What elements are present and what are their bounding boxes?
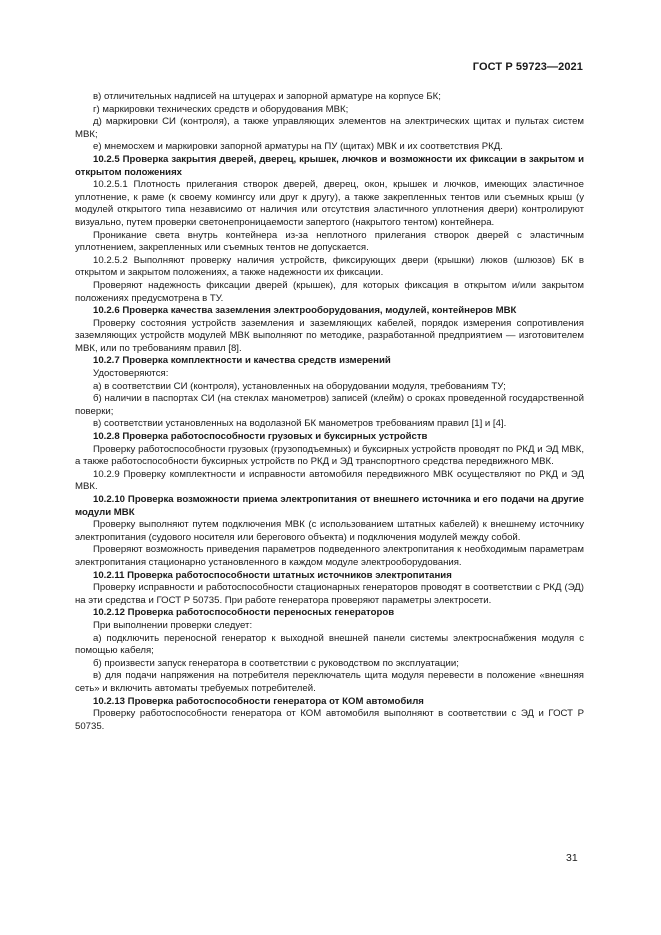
body-paragraph: Проверку работоспособности грузовых (грузоподъемных) и буксирных устройств проводят по РКД и ЭД МВК, а также работоспособности буксирных устройств по РКД и ЭД транспортного средства передвижного МВК. xyxy=(75,443,584,468)
body-paragraph: в) для подачи напряжения на потребителя переключатель щита модуля перевести в положение «внешняя сеть» и включить автоматы требуемых потребителей. xyxy=(75,670,584,694)
section-heading: 10.2.5 Проверка закрытия дверей, дверец, крышек, лючков и возможности их фиксации в закрытом и открытом положениях xyxy=(75,153,584,178)
body-paragraph: Проникание света внутрь контейнера из-за неплотного прилегания створок дверей с эластичным уплотнением, закрепленных или съемных тентов не допускается. xyxy=(75,229,584,254)
body-paragraph: а) подключить переносной генератор к выходной внешней панели системы электроснабжения модуля с помощью кабеля; xyxy=(75,632,584,657)
body-paragraph: Проверяют надежность фиксации дверей (крышек), для которых фиксация в открытом и/или закрытом положениях предусмотрена в ТУ. xyxy=(75,279,584,304)
document-body xyxy=(75,91,584,733)
body-paragraph: Проверку исправности и работоспособности стационарных генераторов проводят в соответствии с РКД (ЭД) на эти средства и ГОСТ Р 50735. При работе генератора проверяют параметры электросети. xyxy=(75,582,584,606)
body-paragraph: а) в соответствии СИ (контроля), установленных на оборудовании модуля, требованиям ТУ; xyxy=(93,380,506,392)
body-paragraph: 10.2.9 Проверку комплектности и исправности автомобиля передвижного МВК осуществляют по РКД и ЭД МВК. xyxy=(75,468,584,493)
section-heading: 10.2.11 Проверка работоспособности штатных источников электропитания xyxy=(93,569,452,581)
body-paragraph: Проверку выполняют путем подключения МВК (с использованием штатных кабелей) к внешнему источнику электропитания (судового носителя или берегового объекта) и подключения модулей между собой. xyxy=(75,519,584,543)
body-paragraph: б) произвести запуск генератора в соответствии с руководством по эксплуатации; xyxy=(93,657,459,669)
body-paragraph: Проверку работоспособности генератора от КОМ автомобиля выполняют в соответствии с ЭД и ГОСТ Р 50735. xyxy=(75,708,584,732)
body-paragraph: Удостоверяются: xyxy=(93,368,169,380)
body-paragraph: Проверку состояния устройств заземления и заземляющих кабелей, порядок измерения сопротивления заземляющих устройств модулей МВК выполняют по методике, разработанной предприятием — изготовителем МВК, или по требованиям правил [8]. xyxy=(75,317,584,354)
section-heading: 10.2.10 Проверка возможности приема электропитания от внешнего источника и его подачи на другие модули МВК xyxy=(75,494,584,518)
page-number: 31 xyxy=(566,852,578,864)
section-heading: 10.2.13 Проверка работоспособности генератора от КОМ автомобиля xyxy=(93,695,424,707)
body-paragraph: При выполнении проверки следует: xyxy=(93,619,253,631)
body-paragraph: 10.2.5.1 Плотность прилегания створок дверей, дверец, окон, крышек и лючков, имеющих эластичное уплотнение, к раме (к своему комингсу или друг к другу), а также закрепленных тентов или съемных крыш (у модулей открытого типа независимо от наличия или отсутствия эластичного уплотнения двери) контролируют визуально, путем проверки светонепроницаемости запертого (накрытого тентом) контейнера. xyxy=(75,179,584,228)
section-heading: 10.2.7 Проверка комплектности и качества средств измерений xyxy=(93,355,391,367)
body-paragraph: 10.2.5.2 Выполняют проверку наличия устройств, фиксирующих двери (крышки) люков (шлюзов) БК в открытом и закрытом положениях, а также надежности их фиксации. xyxy=(75,254,584,279)
section-heading: 10.2.8 Проверка работоспособности грузовых и буксирных устройств xyxy=(93,431,428,443)
body-paragraph: Проверяют возможность приведения параметров подведенного электропитания к необходимым параметрам электропитания стационарно установленного в каждом модуле электрооборудования. xyxy=(75,544,584,568)
section-heading: 10.2.12 Проверка работоспособности переносных генераторов xyxy=(93,607,395,619)
body-paragraph: в) отличительных надписей на штуцерах и запорной арматуре на корпусе БК; xyxy=(93,91,441,102)
body-paragraph: е) мнемосхем и маркировки запорной арматуры на ПУ (щитах) МВК и их соответствия РКД. xyxy=(93,141,503,153)
body-paragraph: б) наличии в паспортах СИ (на стеклах манометров) записей (клейм) о сроках проведенной государственной поверки; xyxy=(75,393,584,417)
body-paragraph: в) соответствии установленных на водолазной БК манометров требованиям правил [1] и [4]. xyxy=(93,418,507,430)
section-heading: 10.2.6 Проверка качества заземления электрооборудования, модулей, контейнеров МВК xyxy=(93,305,517,317)
body-paragraph: д) маркировки СИ (контроля), а также управляющих элементов на электрических щитах и пультах систем МВК; xyxy=(75,116,584,140)
standard-code-header: ГОСТ Р 59723—2021 xyxy=(472,61,583,73)
body-paragraph: г) маркировки технических средств и оборудования МВК; xyxy=(93,103,349,115)
